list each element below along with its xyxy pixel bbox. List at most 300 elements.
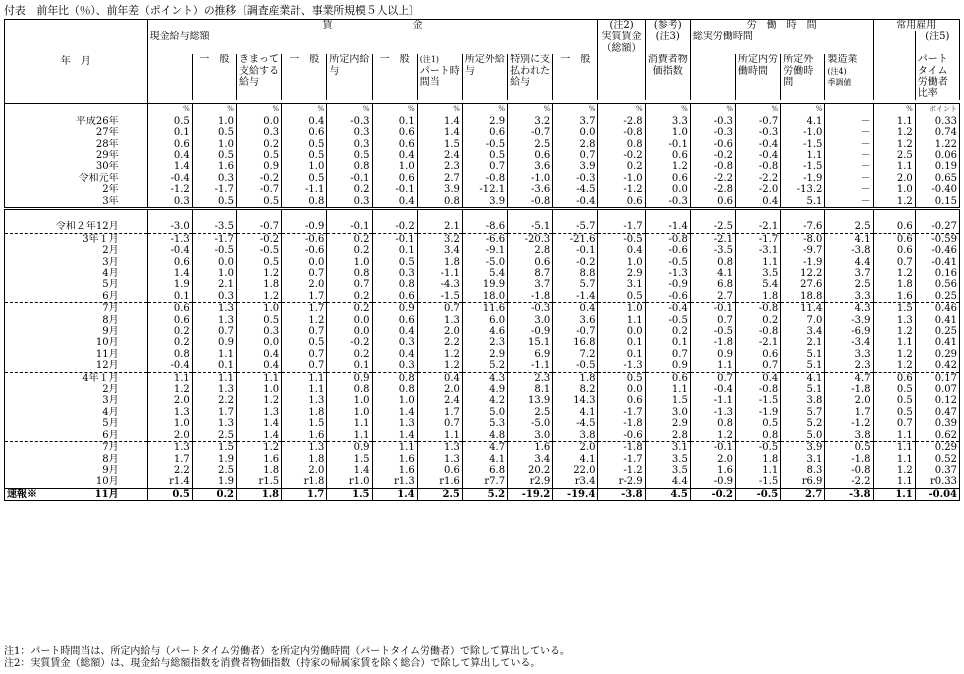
table-cell: 1.3 — [147, 442, 192, 454]
table-cell: 3.2 — [417, 233, 462, 245]
table-cell: 6.0 — [462, 315, 507, 326]
table-cell: 1.0 — [192, 139, 236, 150]
table-cell: 1.0 — [192, 268, 236, 279]
table-row — [5, 337, 960, 348]
section-gap — [5, 209, 960, 222]
table-cell: 1.2 — [873, 360, 915, 372]
table-cell: 1.1 — [873, 488, 915, 500]
row-label: 29年 — [5, 150, 148, 161]
table-cell: 2.7 — [781, 488, 825, 500]
table-cell: 0.7 — [873, 257, 915, 268]
table-row — [5, 360, 960, 372]
table-row — [5, 430, 960, 442]
table-cell: 2.4 — [417, 150, 462, 161]
table-row — [5, 150, 960, 161]
table-row — [5, 418, 960, 429]
table-cell: 0.19 — [915, 161, 959, 172]
table-row — [5, 291, 960, 303]
table-cell: 0.7 — [282, 268, 327, 279]
table-cell: 5.7 — [781, 407, 825, 418]
table-cell: -0.9 — [508, 326, 553, 337]
table-cell: 5.0 — [781, 430, 825, 442]
table-cell: -1.7 — [598, 407, 645, 418]
table-cell: 0.3 — [236, 326, 281, 337]
table-cell: 2.0 — [825, 395, 873, 406]
table-cell: 0.5 — [236, 150, 281, 161]
table-cell: 1.4 — [372, 407, 417, 418]
table-cell: 5.3 — [462, 418, 507, 429]
row-label: 3月 — [5, 257, 148, 268]
table-cell: 8.7 — [508, 268, 553, 279]
table-cell: 1.7 — [192, 407, 236, 418]
unit-label: % — [781, 104, 825, 116]
table-cell: -1.8 — [690, 337, 735, 348]
row-label: 11月 — [5, 349, 148, 360]
table-cell: 3.5 — [645, 454, 690, 465]
table-cell: 2.3 — [417, 161, 462, 172]
unit-label: % — [462, 104, 507, 116]
table-cell: 0.8 — [327, 268, 372, 279]
table-cell: 2.7 — [417, 173, 462, 184]
table-cell: 18.0 — [462, 291, 507, 303]
table-cell: 1.0 — [327, 407, 372, 418]
table-cell: -1.5 — [736, 395, 781, 406]
table-cell: -0.3 — [553, 173, 598, 184]
table-cell: 0.6 — [372, 139, 417, 150]
row-label: 28年 — [5, 139, 148, 150]
table-cell: 0.4 — [372, 196, 417, 209]
table-row — [5, 384, 960, 395]
table-cell: 1.4 — [147, 161, 192, 172]
row-label: 令和２年12月 — [5, 221, 148, 233]
table-cell: -19.2 — [508, 488, 553, 500]
table-row — [5, 349, 960, 360]
table-cell: 0.5 — [236, 257, 281, 268]
table-cell: 0.5 — [372, 257, 417, 268]
header-wage: 賃 金 — [147, 20, 598, 32]
row-label: 3年１月 — [5, 233, 148, 245]
row-label: 8月 — [5, 454, 148, 465]
row-label: 4年１月 — [5, 372, 148, 384]
table-cell: -0.9 — [282, 221, 327, 233]
table-cell: 2.8 — [508, 245, 553, 256]
table-cell: 1.1 — [736, 257, 781, 268]
table-cell: 8.2 — [553, 384, 598, 395]
table-cell: 0.2 — [736, 315, 781, 326]
table-cell: -2.1 — [690, 233, 735, 245]
table-cell: 3.3 — [825, 291, 873, 303]
table-cell: 0.29 — [915, 442, 959, 454]
row-label: 2年 — [5, 184, 148, 195]
table-cell: 1.3 — [372, 418, 417, 429]
row-label: 5月 — [5, 279, 148, 290]
table-cell: 0.6 — [645, 173, 690, 184]
table-cell: -0.4 — [147, 173, 192, 184]
table-cell: 13.9 — [508, 395, 553, 406]
table-cell: 0.5 — [192, 150, 236, 161]
table-cell: -3.8 — [825, 245, 873, 256]
table-cell: 1.0 — [327, 395, 372, 406]
table-cell: r2.9 — [508, 476, 553, 488]
table-cell: 6.8 — [462, 465, 507, 476]
table-cell: 1.6 — [236, 454, 281, 465]
table-cell: 5.1 — [781, 384, 825, 395]
table-cell: -1.5 — [736, 476, 781, 488]
table-cell: -0.8 — [825, 465, 873, 476]
table-cell: -2.0 — [736, 184, 781, 195]
table-cell: -0.2 — [236, 173, 281, 184]
table-cell: 0.0 — [598, 326, 645, 337]
table-cell: -0.2 — [236, 233, 281, 245]
table-cell: 1.4 — [236, 418, 281, 429]
table-cell: -0.5 — [553, 360, 598, 372]
table-cell: 1.8 — [873, 279, 915, 290]
unit-label: % — [147, 104, 192, 116]
table-cell: 2.9 — [462, 349, 507, 360]
table-cell: 1.2 — [873, 326, 915, 337]
row-label: 2月 — [5, 384, 148, 395]
unit-label: % — [690, 104, 735, 116]
table-cell: -0.3 — [736, 127, 781, 138]
table-cell: 3.0 — [508, 315, 553, 326]
table-cell: 0.0 — [236, 337, 281, 348]
table-cell: 1.0 — [147, 418, 192, 429]
table-cell: 5.4 — [462, 268, 507, 279]
table-cell: -0.2 — [690, 150, 735, 161]
table-cell: -0.8 — [508, 196, 553, 209]
table-cell: -0.4 — [147, 360, 192, 372]
header-real-wage: 実質賃金（総額） — [598, 31, 645, 54]
table-cell: － — [825, 161, 873, 172]
table-cell: -6.9 — [825, 326, 873, 337]
table-row — [5, 268, 960, 279]
unit-label: % — [873, 104, 915, 116]
unit-label: % — [327, 104, 372, 116]
table-cell: 2.5 — [825, 279, 873, 290]
table-cell: -0.9 — [645, 279, 690, 290]
table-cell: -0.2 — [598, 150, 645, 161]
unit-label: % — [736, 104, 781, 116]
table-cell: -0.8 — [736, 384, 781, 395]
table-cell: 2.1 — [781, 337, 825, 348]
table-cell: 0.12 — [915, 395, 959, 406]
table-cell: 4.3 — [825, 303, 873, 315]
table-cell: 5.2 — [781, 418, 825, 429]
table-cell: 4.7 — [462, 442, 507, 454]
table-cell: 0.6 — [417, 465, 462, 476]
table-cell: 0.4 — [598, 245, 645, 256]
table-cell: 20.2 — [508, 465, 553, 476]
table-cell: -5.0 — [508, 418, 553, 429]
table-cell: -3.5 — [192, 221, 236, 233]
table-cell: r1.4 — [147, 476, 192, 488]
row-label: 6月 — [5, 291, 148, 303]
table-cell: 0.41 — [915, 337, 959, 348]
header-total-cash: 現金給与総額 — [147, 31, 598, 54]
table-cell: -1.7 — [192, 233, 236, 245]
table-cell: 0.2 — [598, 161, 645, 172]
table-cell: 0.4 — [553, 303, 598, 315]
table-cell: -1.3 — [147, 233, 192, 245]
table-cell: r3.4 — [553, 476, 598, 488]
table-cell: -3.8 — [825, 488, 873, 500]
table-cell: 0.6 — [462, 127, 507, 138]
table-cell: 1.2 — [282, 315, 327, 326]
table-cell: 0.1 — [372, 116, 417, 127]
table-row — [5, 315, 960, 326]
table-row — [5, 173, 960, 184]
table-cell: -1.0 — [598, 173, 645, 184]
table-cell: 1.8 — [236, 488, 281, 500]
table-cell: -3.0 — [147, 221, 192, 233]
row-label: 5月 — [5, 418, 148, 429]
header-note2: (注2) — [598, 20, 645, 32]
table-cell: 0.7 — [282, 326, 327, 337]
header-note4: (注4) — [827, 66, 847, 76]
table-cell: -3.9 — [825, 315, 873, 326]
table-cell: 3.9 — [462, 196, 507, 209]
table-cell: － — [825, 127, 873, 138]
table-cell: -1.3 — [598, 360, 645, 372]
table-cell: 0.9 — [645, 360, 690, 372]
table-cell: r7.7 — [462, 476, 507, 488]
table-cell: -2.8 — [598, 116, 645, 127]
table-cell: -12.1 — [462, 184, 507, 195]
table-cell: -1.3 — [645, 268, 690, 279]
table-cell: -1.1 — [282, 184, 327, 195]
table-cell: 3.0 — [508, 430, 553, 442]
table-cell: 4.7 — [825, 372, 873, 384]
table-cell: 1.7 — [282, 291, 327, 303]
table-cell: 1.1 — [372, 442, 417, 454]
table-cell: 3.9 — [781, 442, 825, 454]
table-cell: -0.7 — [553, 326, 598, 337]
unit-label: % — [598, 104, 645, 116]
table-cell: -13.2 — [781, 184, 825, 195]
table-cell: 1.2 — [147, 384, 192, 395]
table-cell: 0.6 — [372, 315, 417, 326]
table-cell: 0.0 — [236, 116, 281, 127]
table-cell: 1.8 — [417, 257, 462, 268]
table-cell: 2.5 — [192, 430, 236, 442]
table-cell: 0.1 — [147, 291, 192, 303]
table-cell: 0.4 — [372, 150, 417, 161]
table-cell: 0.3 — [327, 127, 372, 138]
table-cell: 3.4 — [508, 454, 553, 465]
table-cell: 6.8 — [690, 279, 735, 290]
table-cell: 0.6 — [508, 150, 553, 161]
table-cell: 2.0 — [282, 279, 327, 290]
table-cell: 1.1 — [873, 430, 915, 442]
unit-label: % — [553, 104, 598, 116]
table-cell: -1.9 — [781, 173, 825, 184]
table-cell: 0.4 — [372, 326, 417, 337]
table-cell: 1.1 — [873, 454, 915, 465]
header-special: 特別に支払われた給与 — [508, 54, 553, 100]
table-cell: 2.0 — [417, 384, 462, 395]
table-cell: -4.5 — [553, 184, 598, 195]
row-label: 6月 — [5, 430, 148, 442]
table-cell: 1.0 — [598, 303, 645, 315]
table-cell: 0.7 — [462, 161, 507, 172]
table-cell: 1.1 — [781, 150, 825, 161]
header-row-2 — [5, 31, 960, 54]
table-cell: -0.8 — [598, 127, 645, 138]
table-cell: 3.3 — [645, 116, 690, 127]
table-cell: 0.7 — [645, 349, 690, 360]
table-cell: 0.2 — [645, 326, 690, 337]
table-cell: -5.7 — [553, 221, 598, 233]
table-cell: -0.6 — [598, 430, 645, 442]
table-cell: 0.4 — [736, 196, 781, 209]
header-contractual: きまって支給する給与 — [236, 54, 281, 100]
table-cell: -8.6 — [462, 221, 507, 233]
table-cell: 0.3 — [372, 268, 417, 279]
table-cell: 0.25 — [915, 326, 959, 337]
table-cell: 1.1 — [282, 384, 327, 395]
table-cell: 3.3 — [825, 349, 873, 360]
table-cell: － — [825, 139, 873, 150]
table-cell: r-2.9 — [598, 476, 645, 488]
table-cell: -2.1 — [736, 221, 781, 233]
table-cell: 3.1 — [598, 279, 645, 290]
table-cell: 4.9 — [462, 384, 507, 395]
table-cell: 3.1 — [645, 442, 690, 454]
row-label: 30年 — [5, 161, 148, 172]
table-cell: 0.3 — [192, 173, 236, 184]
table-cell: 3.8 — [781, 395, 825, 406]
table-cell: -0.7 — [508, 127, 553, 138]
table-cell: 0.5 — [192, 196, 236, 209]
table-cell: -1.5 — [781, 161, 825, 172]
table-cell: -0.5 — [236, 245, 281, 256]
table-cell: -0.5 — [690, 326, 735, 337]
table-cell: 2.2 — [417, 337, 462, 348]
row-label: 平成26年 — [5, 116, 148, 127]
table-cell: 1.5 — [645, 395, 690, 406]
table-cell: -20.3 — [508, 233, 553, 245]
table-cell: -0.5 — [192, 245, 236, 256]
row-label: 12月 — [5, 360, 148, 372]
table-cell: 1.0 — [192, 116, 236, 127]
table-cell: 1.6 — [372, 454, 417, 465]
table-row — [5, 465, 960, 476]
table-cell: 0.1 — [147, 127, 192, 138]
table-cell: 0.2 — [327, 291, 372, 303]
table-cell: -0.4 — [690, 384, 735, 395]
table-cell: 1.2 — [236, 268, 281, 279]
table-cell: -0.6 — [282, 233, 327, 245]
table-cell: 2.9 — [598, 268, 645, 279]
table-cell: 4.2 — [462, 395, 507, 406]
table-cell: 1.2 — [645, 161, 690, 172]
table-cell: 0.4 — [282, 116, 327, 127]
table-cell: 1.5 — [282, 418, 327, 429]
table-row — [5, 442, 960, 454]
table-cell: 5.1 — [781, 196, 825, 209]
table-cell: 0.2 — [327, 184, 372, 195]
table-cell: -0.04 — [915, 488, 959, 500]
table-cell: 0.0 — [598, 384, 645, 395]
table-cell: 1.6 — [282, 430, 327, 442]
table-cell: -0.2 — [372, 221, 417, 233]
table-cell: 0.56 — [915, 279, 959, 290]
table-cell: -3.5 — [690, 245, 735, 256]
table-cell: 2.5 — [417, 488, 462, 500]
table-cell: 1.1 — [192, 349, 236, 360]
table-cell: 2.0 — [147, 430, 192, 442]
row-label: 4月 — [5, 407, 148, 418]
table-cell: -0.5 — [598, 233, 645, 245]
header-part-hourly: パート時間当 — [419, 65, 460, 89]
table-cell: 0.41 — [915, 315, 959, 326]
table-row — [5, 395, 960, 406]
header-hours: 労 働 時 間 — [690, 20, 873, 32]
table-cell: -2.8 — [690, 184, 735, 195]
table-cell: 1.3 — [192, 384, 236, 395]
table-cell: 0.6 — [372, 127, 417, 138]
table-cell: － — [825, 196, 873, 209]
row-label — [5, 488, 148, 500]
table-cell: 1.9 — [147, 279, 192, 290]
table-cell: － — [825, 150, 873, 161]
table-cell: 1.6 — [690, 465, 735, 476]
table-row — [5, 279, 960, 290]
table-cell: 0.3 — [327, 196, 372, 209]
table-cell: -5.1 — [508, 221, 553, 233]
table-cell: 1.4 — [372, 488, 417, 500]
table-cell: 2.5 — [508, 407, 553, 418]
table-cell: -0.7 — [236, 184, 281, 195]
table-cell: 0.4 — [147, 150, 192, 161]
table-cell: 3.6 — [508, 161, 553, 172]
table-cell: r1.6 — [417, 476, 462, 488]
table-cell: -1.8 — [825, 454, 873, 465]
table-cell: 0.6 — [372, 173, 417, 184]
table-cell: -1.7 — [192, 184, 236, 195]
table-cell: -1.2 — [598, 465, 645, 476]
table-cell: 2.3 — [508, 372, 553, 384]
footnote-1: 注1：パート時間当は、所定内給与（パートタイム労働者）を所定内労働時間（パートタイム労働者）で除して算出している。 — [4, 646, 570, 657]
table-cell: 0.5 — [236, 315, 281, 326]
table-cell: 1.2 — [236, 291, 281, 303]
row-label: 9月 — [5, 465, 148, 476]
table-cell: 0.7 — [282, 360, 327, 372]
table-cell: 0.4 — [236, 349, 281, 360]
table-cell: 18.8 — [781, 291, 825, 303]
table-cell: 0.07 — [915, 384, 959, 395]
row-label: 27年 — [5, 127, 148, 138]
table-cell: -0.8 — [736, 161, 781, 172]
table-cell: 1.0 — [873, 184, 915, 195]
table-cell: 0.4 — [417, 372, 462, 384]
table-cell: -0.6 — [645, 291, 690, 303]
table-cell: r1.8 — [282, 476, 327, 488]
table-cell: 8.8 — [553, 268, 598, 279]
table-cell: -0.5 — [645, 315, 690, 326]
table-cell: 1.5 — [873, 303, 915, 315]
table-cell: 0.37 — [915, 465, 959, 476]
table-cell: 0.9 — [236, 161, 281, 172]
table-cell: 0.8 — [690, 418, 735, 429]
table-cell: 1.3 — [192, 303, 236, 315]
table-cell: 1.8 — [553, 372, 598, 384]
table-cell: -1.5 — [417, 291, 462, 303]
table-cell: 1.22 — [915, 139, 959, 150]
table-cell: 2.8 — [645, 430, 690, 442]
table-cell: -0.5 — [736, 488, 781, 500]
row-label: 3月 — [5, 395, 148, 406]
